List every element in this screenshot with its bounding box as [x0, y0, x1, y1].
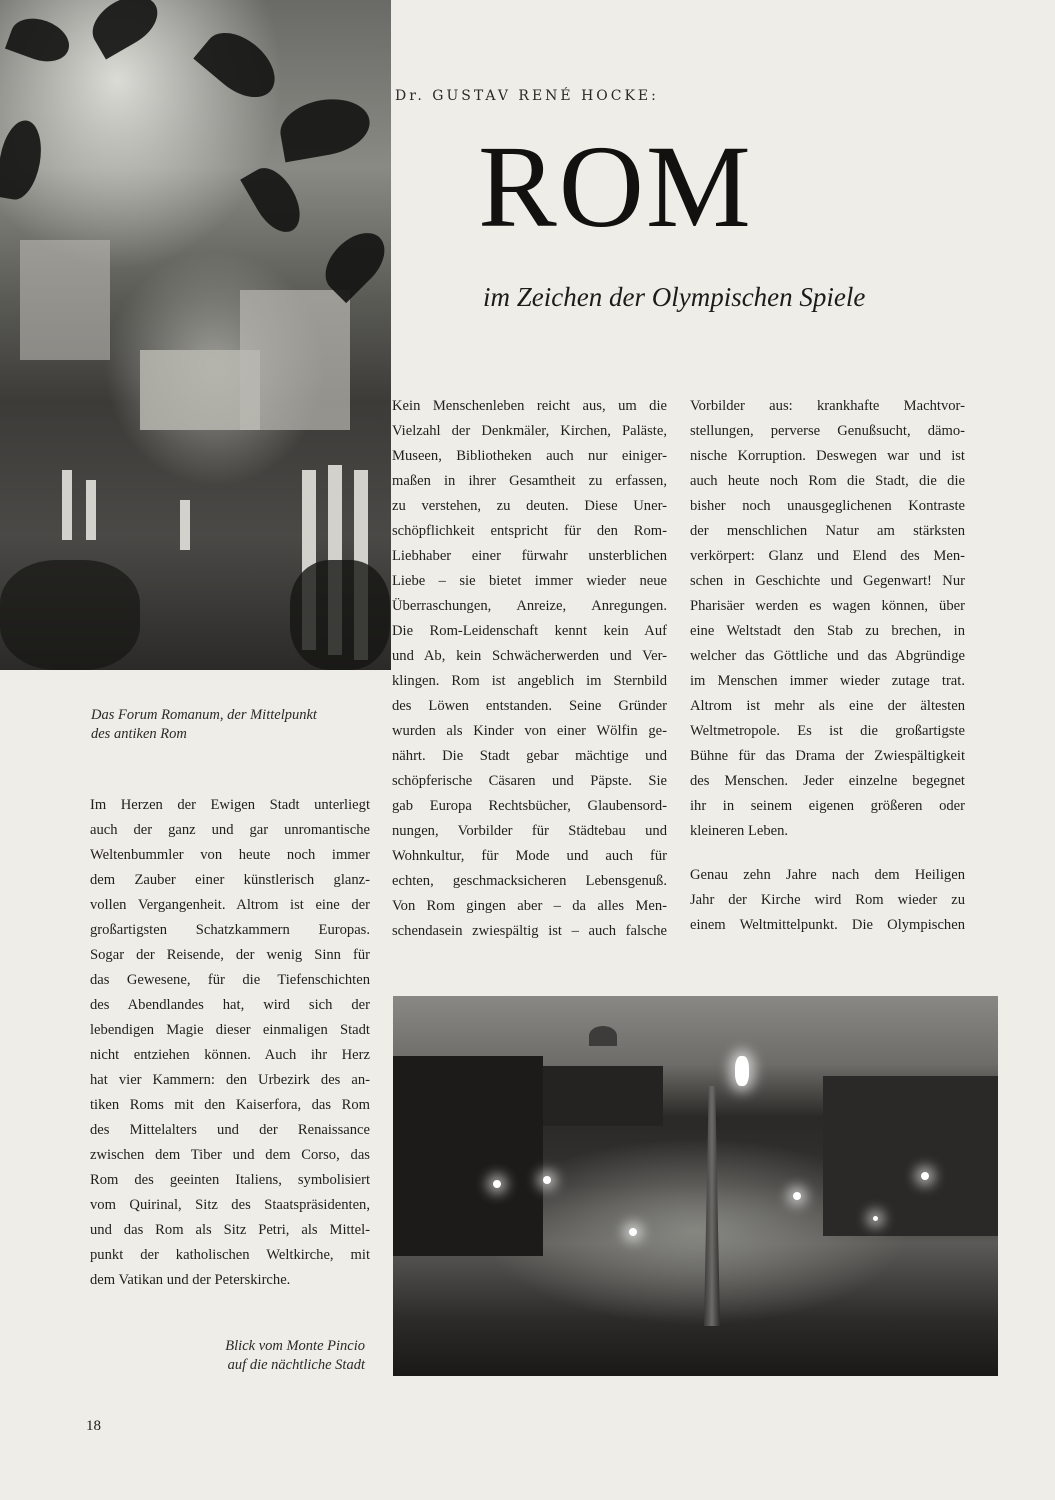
text-line: Pharisäer werden es wagen können, über [690, 598, 965, 614]
text-line: klingen. Rom ist angeblich im Sternbild [392, 673, 667, 689]
text-line: Bühne für das Drama der Zwiespältigkeit [690, 748, 965, 764]
text-line: tiken Roms mit den Kaiserfora, das Rom [90, 1097, 370, 1113]
text-line: schendasein zwiespältig ist – auch falsche [392, 923, 667, 939]
forum-romanum-photo [0, 0, 391, 670]
text-line: Sogar der Reisende, der wenig Sinn für [90, 947, 370, 963]
text-line: verkörpert: Glanz und Elend des Men- [690, 548, 965, 564]
text-line: Vielzahl der Denkmäler, Kirchen, Paläste, [392, 423, 667, 439]
text-line: Jahr der Kirche wird Rom wieder zu [690, 892, 965, 908]
text-line: im Menschen immer wieder zutage trat. [690, 673, 965, 689]
text-line: Weltenbummler von heute noch immer [90, 847, 370, 863]
text-line: echten, geschmacksicheren Lebensgenuß. [392, 873, 667, 889]
text-line: Rom des geeinten Italiens, symbolisiert [90, 1172, 370, 1188]
article-subtitle: im Zeichen der Olympischen Spiele [483, 282, 866, 312]
text-column-right-second [690, 863, 965, 938]
text-line: Überraschungen, Anreize, Anregungen. [392, 598, 667, 614]
text-line: dem Zauber einer künstlerisch glanz- [90, 872, 370, 888]
text-line: nicht entziehen können. Auch ihr Herz [90, 1047, 370, 1063]
text-line: Liebe – sie bietet immer wieder neue [392, 573, 667, 589]
text-line: schen in Geschichte und Gegenwart! Nur [690, 573, 965, 589]
text-line: Genau zehn Jahre nach dem Heiligen [690, 867, 965, 883]
article-title: ROM [478, 121, 753, 252]
caption-line: des antiken Rom [91, 726, 187, 742]
text-line: nische Korruption. Deswegen war und ist [690, 448, 965, 464]
text-line: und Ab, kein Schwächerwerden und Ver- [392, 648, 667, 664]
text-line: des Abendlandes hat, wird sich der [90, 997, 370, 1013]
night-view-photo [393, 996, 998, 1376]
text-line: wurden als Kinder von einer Wölfin ge- [392, 723, 667, 739]
caption-line: auf die nächtliche Stadt [227, 1357, 365, 1373]
text-line: Altrom ist mehr als eine der ältesten [690, 698, 965, 714]
text-line: schöpflichkeit entspricht für den Rom- [392, 523, 667, 539]
text-line: maßen in ihrer Gesamtheit zu erfassen, [392, 473, 667, 489]
text-line: Wohnkultur, für Mode und auch für [392, 848, 667, 864]
text-line: Im Herzen der Ewigen Stadt unterliegt [90, 797, 370, 813]
text-line: großartigsten Schatzkammern Europas. [90, 922, 370, 938]
text-line: vom Quirinal, Sitz des Staatspräsidenten, [90, 1197, 370, 1213]
text-line: nungen, Vorbilder für Städtebau und [392, 823, 667, 839]
page-number: 18 [86, 1418, 101, 1434]
text-line: vollen Vergangenheit. Altrom ist eine der [90, 897, 370, 913]
caption-line: Blick vom Monte Pincio [225, 1338, 365, 1354]
text-line: auch heute noch Rom die Stadt, die die [690, 473, 965, 489]
text-line: und das Rom als Sitz Petri, als Mittel- [90, 1222, 370, 1238]
text-line: punkt der katholischen Weltkirche, mit [90, 1247, 370, 1263]
text-line: bisher noch unausgeglichenen Kontraste [690, 498, 965, 514]
author-line: Dr. GUSTAV RENÉ HOCKE: [395, 88, 659, 104]
text-line: Kein Menschenleben reicht aus, um die [392, 398, 667, 414]
text-line: des Löwen entstanden. Seine Gründer [392, 698, 667, 714]
text-line: Liebhaber einer fürwahr unsterblichen [392, 548, 667, 564]
text-line: lebendigen Magie dieser einmaligen Stadt [90, 1022, 370, 1038]
text-line: zu verstehen, zu deuten. Diese Uner- [392, 498, 667, 514]
text-line: zwischen dem Tiber und dem Corso, das [90, 1147, 370, 1163]
text-column-middle [392, 394, 667, 944]
text-line: auch der ganz und gar unromantische [90, 822, 370, 838]
text-column-right [690, 394, 965, 844]
text-line: kleineren Leben. [690, 823, 789, 839]
text-line: ihr in seinem eigenen größeren oder [690, 798, 965, 814]
caption-line: Das Forum Romanum, der Mittelpunkt [91, 707, 317, 723]
text-line: schöpferische Cäsaren und Päpste. Sie [392, 773, 667, 789]
text-line: hat vier Kammern: den Urbezirk des an- [90, 1072, 370, 1088]
text-line: das Gewesene, für die Tiefenschichten [90, 972, 370, 988]
text-line: stellungen, perverse Genußsucht, dämo- [690, 423, 965, 439]
text-column-left [90, 793, 370, 1293]
forum-caption [91, 706, 381, 744]
text-line: Weltmetropole. Es ist die großartigste [690, 723, 965, 739]
text-line: welcher das Göttliche und das Abgründige [690, 648, 965, 664]
text-line: Museen, Bibliotheken auch nur einiger- [392, 448, 667, 464]
text-line: Von Rom gingen aber – da alles Men- [392, 898, 667, 914]
text-line: dem Vatikan und der Peterskirche. [90, 1272, 291, 1288]
night-caption [205, 1337, 365, 1375]
text-line: des Mittelalters und der Renaissance [90, 1122, 370, 1138]
text-line: gab Europa Rechtsbücher, Glaubensord- [392, 798, 667, 814]
text-line: der menschlichen Natur am stärksten [690, 523, 965, 539]
text-line: Die Rom-Leidenschaft kennt kein Auf [392, 623, 667, 639]
text-line: Vorbilder aus: krankhafte Machtvor- [690, 398, 965, 414]
text-line: des Menschen. Jeder einzelne begegnet [690, 773, 965, 789]
text-line: eine Weltstadt den Stab zu brechen, in [690, 623, 965, 639]
text-line: nährt. Die Stadt gebar mächtige und [392, 748, 667, 764]
text-line: einem Weltmittelpunkt. Die Olympischen [690, 917, 965, 933]
